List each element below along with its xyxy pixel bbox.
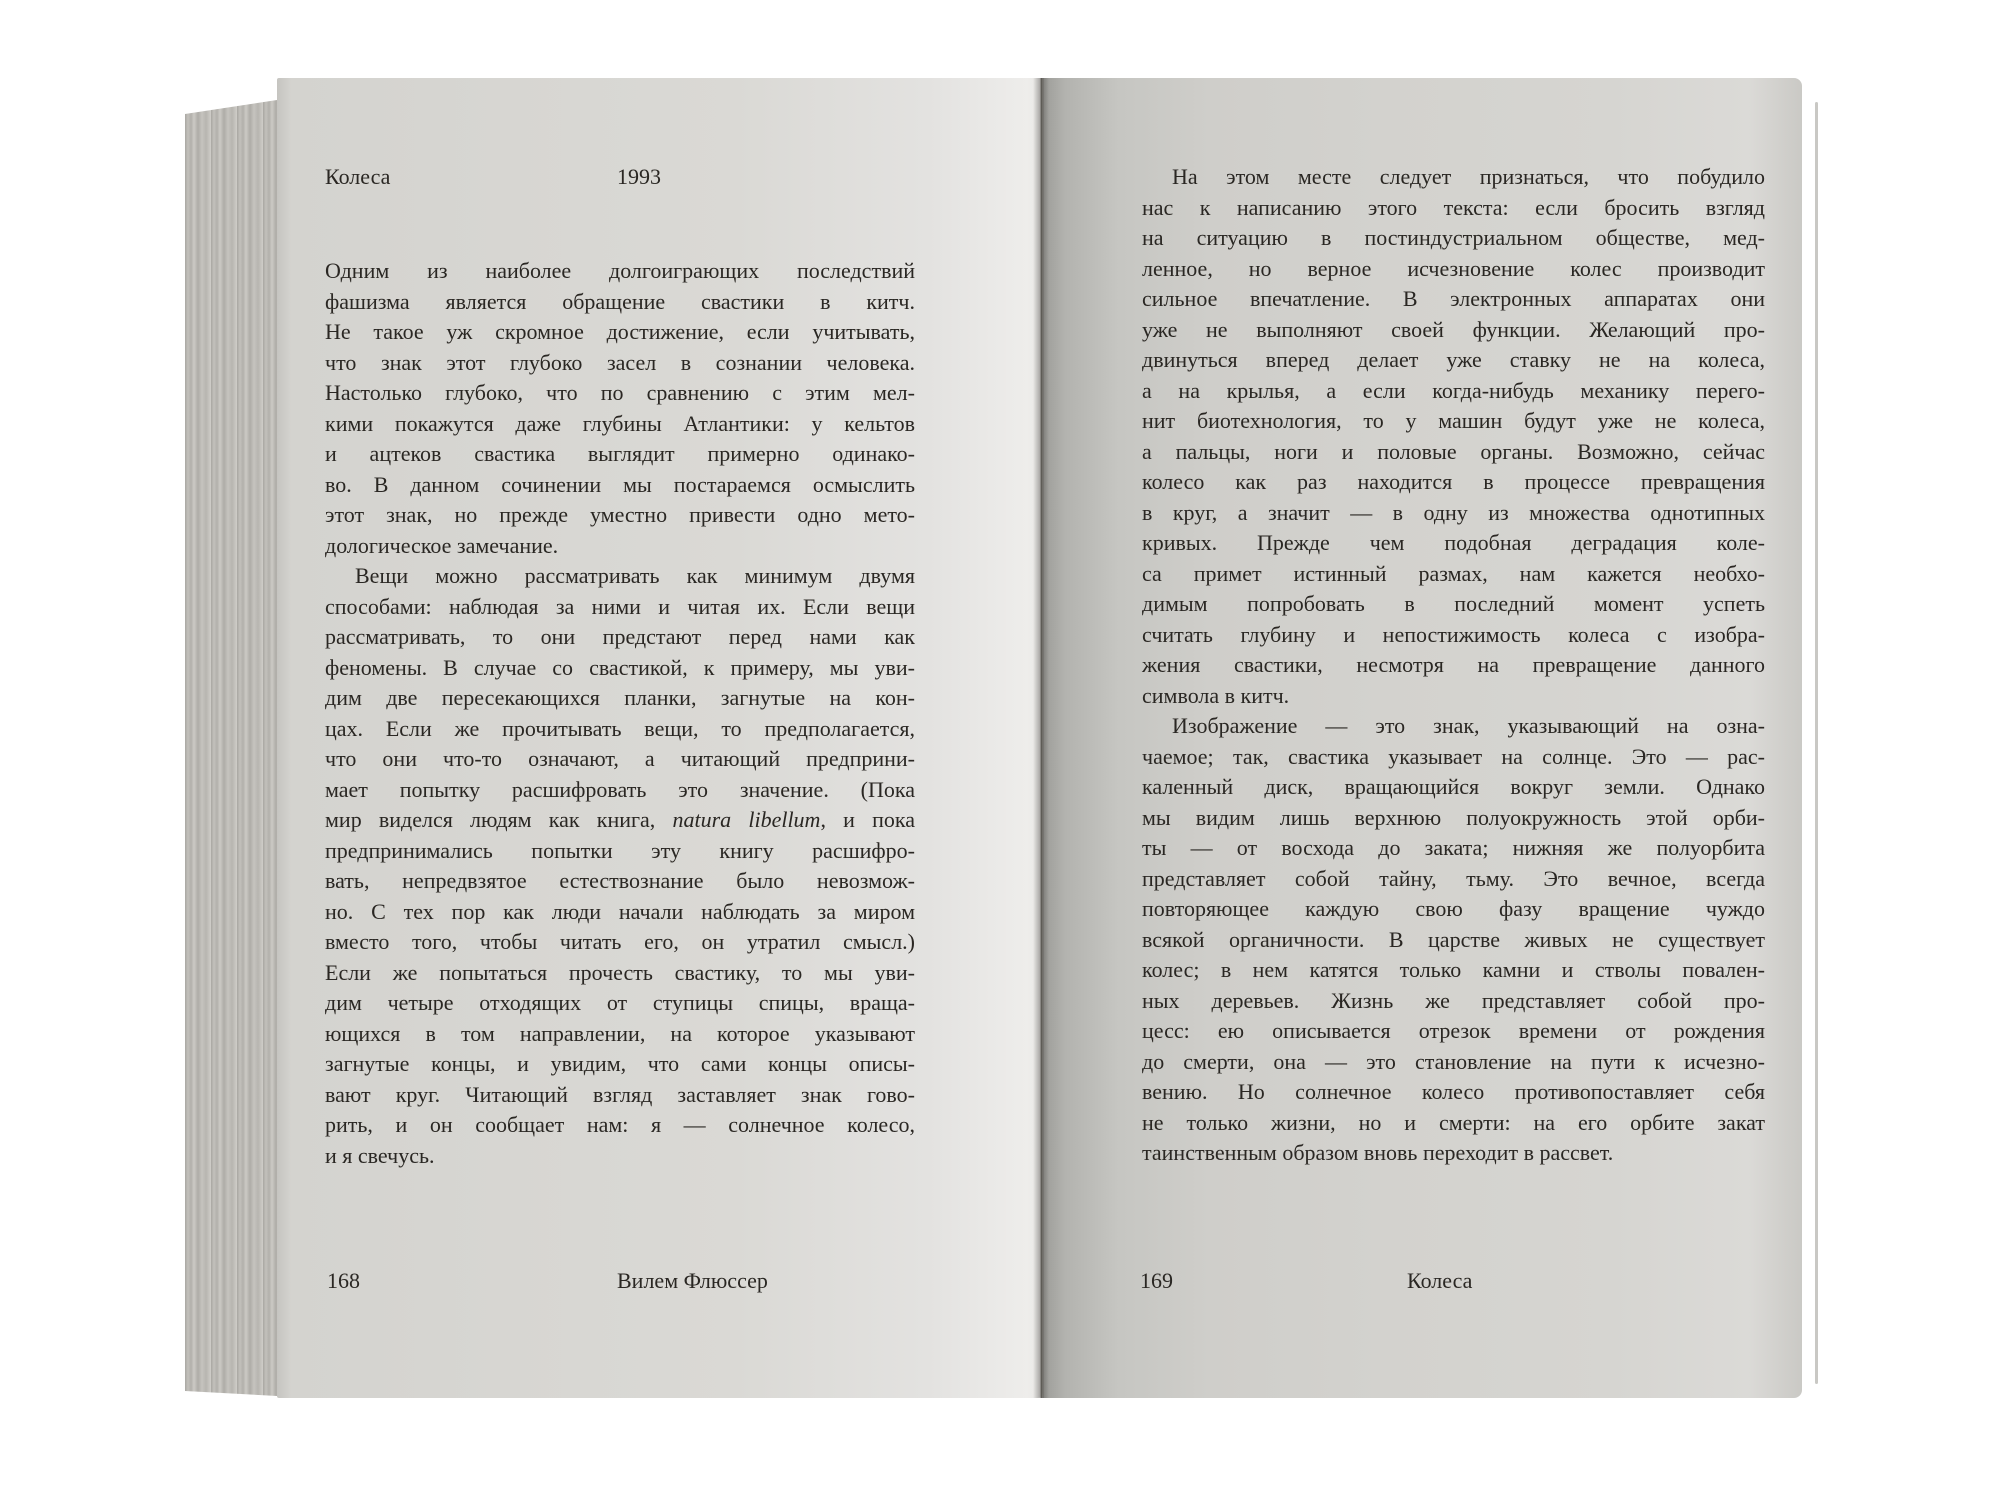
text-line: но. С тех пор как люди начали наблюдать за миром	[325, 898, 915, 924]
text-line: вать, непредвзятое естествознание было невозмож-	[325, 868, 915, 893]
text-line: каленный диск, вращающийся вокруг земли. Однако	[1142, 774, 1765, 799]
paragraph	[325, 561, 915, 1171]
paragraph	[325, 256, 915, 561]
running-year: 1993	[617, 164, 661, 189]
text-line: способами: наблюдая за ними и читая их. Если вещи	[325, 593, 915, 619]
running-footer-author: Вилем Флюссер	[617, 1268, 768, 1293]
text-line: кими покажутся даже глубины Атлантики: у кельтов	[325, 410, 915, 436]
text-line: феномены. В случае со свастикой, к примеру, мы уви-	[325, 654, 915, 680]
text-line: са примет истинный размах, нам кажется необхо-	[1142, 560, 1765, 586]
text-line: цесс: ею описывается отрезок времени от рождения	[1142, 1018, 1765, 1043]
text-line: во. В данном сочинении мы постараемся осмыслить	[325, 471, 915, 497]
text-line: мает попытку расшифровать это значение. (Пока	[325, 776, 915, 802]
text-line: На этом месте следует признаться, что побудило	[1172, 164, 1765, 189]
book-spread	[185, 78, 1835, 1400]
text-line: что знак этот глубоко засел в сознании человека.	[325, 349, 915, 375]
text-line: колес; в нем катятся только камни и стволы повален-	[1142, 957, 1765, 982]
text-line: сильное впечатление. В электронных аппаратах они	[1142, 286, 1765, 311]
page-number: 168	[327, 1268, 360, 1293]
text-line: всякой органичности. В царстве живых не существует	[1142, 926, 1765, 952]
text-line: дим две пересекающихся планки, загнутые на кон-	[325, 685, 915, 710]
left-page	[277, 78, 1043, 1398]
text-line: рассматривать, то они предстают перед нами как	[325, 624, 915, 649]
text-line: и я свечусь.	[325, 1142, 435, 1168]
running-title: Колеса	[325, 164, 391, 189]
text-line: мир виделся людям как книга, natura libellum, и пока	[325, 807, 915, 832]
text-line: на ситуацию в постиндустриальном обществе, мед-	[1142, 225, 1765, 250]
text-line: Если же попытаться прочесть свастику, то мы уви-	[325, 959, 915, 985]
text-line: а на крылья, а если когда-нибудь механику перего-	[1142, 377, 1765, 403]
text-line: предпринимались попытки эту книгу расшифро-	[325, 837, 915, 863]
running-footer-title: Колеса	[1407, 1268, 1473, 1293]
text-line: что они что-то означают, а читающий предприни-	[325, 746, 915, 771]
text-line: ных деревьев. Жизнь же представляет собой про-	[1142, 987, 1765, 1013]
right-fore-edge-pages	[1815, 102, 1818, 1384]
text-line: загнутые концы, и увидим, что сами концы описы-	[325, 1051, 915, 1076]
text-line: повторяющее каждую свою фазу вращение чуждо	[1142, 896, 1765, 921]
text-line: димым попробовать в последний момент успеть	[1142, 591, 1765, 616]
text-line: мы видим лишь верхнюю полуокружность этой орби-	[1142, 804, 1765, 830]
text-line: колесо как раз находится в процессе превращения	[1142, 469, 1765, 494]
page-number: 169	[1140, 1268, 1173, 1293]
text-line: нас к написанию этого текста: если бросить взгляд	[1142, 194, 1765, 220]
text-line: Одним из наиболее долгоиграющих последствий	[325, 258, 915, 283]
text-line: фашизма является обращение свастики в китч.	[325, 288, 915, 314]
text-line: дологическое замечание.	[325, 532, 559, 558]
right-page-body	[1142, 162, 1765, 1169]
text-line: уже не выполняют своей функции. Желающий про-	[1142, 316, 1765, 342]
text-line: этот знак, но прежде уместно привести одно мето-	[325, 502, 915, 527]
text-line: символа в китч.	[1142, 682, 1290, 708]
text-line: кривых. Прежде чем подобная деградация коле-	[1142, 530, 1765, 555]
text-line: в круг, а значит — в одну из множества однотипных	[1142, 499, 1765, 525]
text-line: рить, и он сообщает нам: я — солнечное колесо,	[325, 1112, 915, 1137]
text-line: вместо того, чтобы читать его, он утратил смысл.)	[325, 929, 915, 954]
text-line: не только жизни, но и смерти: на его орбите закат	[1142, 1109, 1765, 1135]
text-line: чаемое; так, свастика указывает на солнце. Это — рас-	[1142, 743, 1765, 769]
text-line: нит биотехнология, то у машин будут уже не колеса,	[1142, 408, 1765, 433]
text-line: двинуться вперед делает уже ставку не на колеса,	[1142, 347, 1765, 372]
left-page-body	[325, 256, 915, 1171]
paragraph	[1142, 711, 1765, 1169]
text-line: считать глубину и непостижимость колеса с изобра-	[1142, 621, 1765, 647]
text-line: вению. Но солнечное колесо противопоставляет себя	[1142, 1079, 1765, 1104]
text-line: Не такое уж скромное достижение, если учитывать,	[325, 319, 915, 344]
text-line: представляет собой тайну, тьму. Это вечное, всегда	[1142, 865, 1765, 891]
text-line: а пальцы, ноги и половые органы. Возможно, сейчас	[1142, 438, 1765, 464]
text-line: до смерти, она — это становление на пути к исчезно-	[1142, 1048, 1765, 1074]
text-line: вают круг. Читающий взгляд заставляет знак гово-	[325, 1081, 915, 1107]
text-line: Настолько глубоко, что по сравнению с этим мел-	[325, 380, 915, 405]
text-line: цах. Если же прочитывать вещи, то предполагается,	[325, 715, 915, 741]
paragraph	[1142, 162, 1765, 711]
left-fore-edge-pages	[185, 100, 277, 1396]
text-line: дим четыре отходящих от ступицы спицы, враща-	[325, 990, 915, 1015]
text-line: ющихся в том направлении, на которое указывают	[325, 1020, 915, 1046]
text-line: ты — от восхода до заката; нижняя же полуорбита	[1142, 835, 1765, 860]
text-line: Вещи можно рассматривать как минимум двумя	[355, 563, 915, 588]
text-line: таинственным образом вновь переходит в рассвет.	[1142, 1140, 1614, 1165]
text-line: жения свастики, несмотря на превращение данного	[1142, 652, 1765, 677]
text-line: и ацтеков свастика выглядит примерно одинако-	[325, 441, 915, 466]
right-page	[1043, 78, 1802, 1398]
text-line: Изображение — это знак, указывающий на озна-	[1172, 713, 1765, 738]
text-line: ленное, но верное исчезновение колес производит	[1142, 255, 1765, 281]
